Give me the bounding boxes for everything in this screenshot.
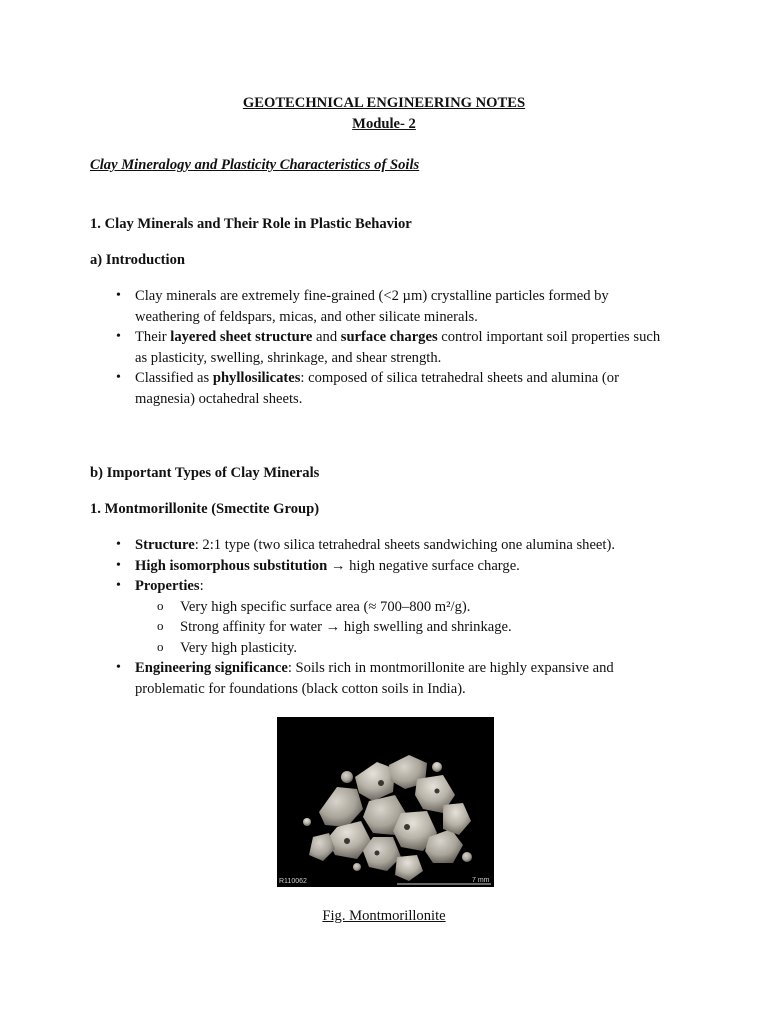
topic-heading: Clay Mineralogy and Plasticity Characteristics of Soils <box>90 157 420 173</box>
bullet-text: and <box>312 329 341 345</box>
section-heading-clay-minerals: 1. Clay Minerals and Their Role in Plastic Behavior <box>90 216 412 232</box>
subheading-montmorillonite: 1. Montmorillonite (Smectite Group) <box>90 501 320 517</box>
sub-list-item <box>135 597 670 618</box>
bold-term: surface charges <box>340 329 438 345</box>
photo-code-label: R110062 <box>279 878 307 885</box>
module-label: Module- 2 <box>352 116 416 132</box>
bullet-text: : 2:1 type (two silica tetrahedral sheets sandwiching one alumina sheet). <box>194 537 615 553</box>
bold-term: High isomorphous substitution <box>135 557 328 574</box>
subheading-clay-types: b) Important Types of Clay Minerals <box>90 465 320 481</box>
sub-bullet-text: Very high specific surface area (≈ 700–800 m²/g). <box>180 598 471 615</box>
list-item <box>90 286 670 327</box>
montmorillonite-list <box>90 535 670 699</box>
bold-term: Engineering significance <box>135 660 288 676</box>
list-item <box>90 327 670 368</box>
bullet-text: Their <box>135 329 171 345</box>
introduction-list <box>90 286 670 409</box>
sub-bullet-text: Strong affinity for water → high swelling and shrinkage. <box>180 619 512 635</box>
sub-list-item <box>135 638 670 659</box>
list-item <box>90 576 670 658</box>
bullet-text: : <box>199 578 204 594</box>
list-item <box>90 556 670 577</box>
bullet-text: Clay minerals are extremely fine-grained (<2 µm) crystalline particles formed by weathering of feldspars, micas, and other silicate minerals. <box>135 288 609 325</box>
bold-term: layered sheet structure <box>170 329 313 345</box>
clay-clumps-image <box>277 717 494 887</box>
list-item <box>90 658 670 699</box>
scale-label: 7 mm <box>472 877 490 884</box>
bold-term: phyllosilicates <box>212 370 301 386</box>
sub-bullet-text: Very high plasticity. <box>180 639 297 656</box>
bold-term: Properties <box>135 578 200 594</box>
subheading-introduction: a) Introduction <box>90 252 186 268</box>
bold-term: Structure <box>135 537 195 553</box>
properties-sublist <box>135 597 670 659</box>
bullet-text: control important soil properties such as plasticity, swelling, shrinkage, and shear strength. <box>135 329 661 366</box>
bullet-text: Classified as <box>135 370 213 386</box>
montmorillonite-photo <box>277 717 494 887</box>
sub-list-item <box>135 617 670 638</box>
bullet-text: : Soils rich in montmorillonite are highly expansive and problematic for foundations (black cotton soils in India). <box>135 660 614 697</box>
list-item <box>90 535 670 556</box>
list-item <box>90 368 670 409</box>
bullet-text: : composed of silica tetrahedral sheets and alumina (or magnesia) octahedral sheets. <box>135 370 619 407</box>
bullet-text: → high negative surface charge. <box>327 557 520 574</box>
figure-caption: Fig. Montmorillonite <box>322 908 446 924</box>
document-title: GEOTECHNICAL ENGINEERING NOTES <box>242 95 526 111</box>
